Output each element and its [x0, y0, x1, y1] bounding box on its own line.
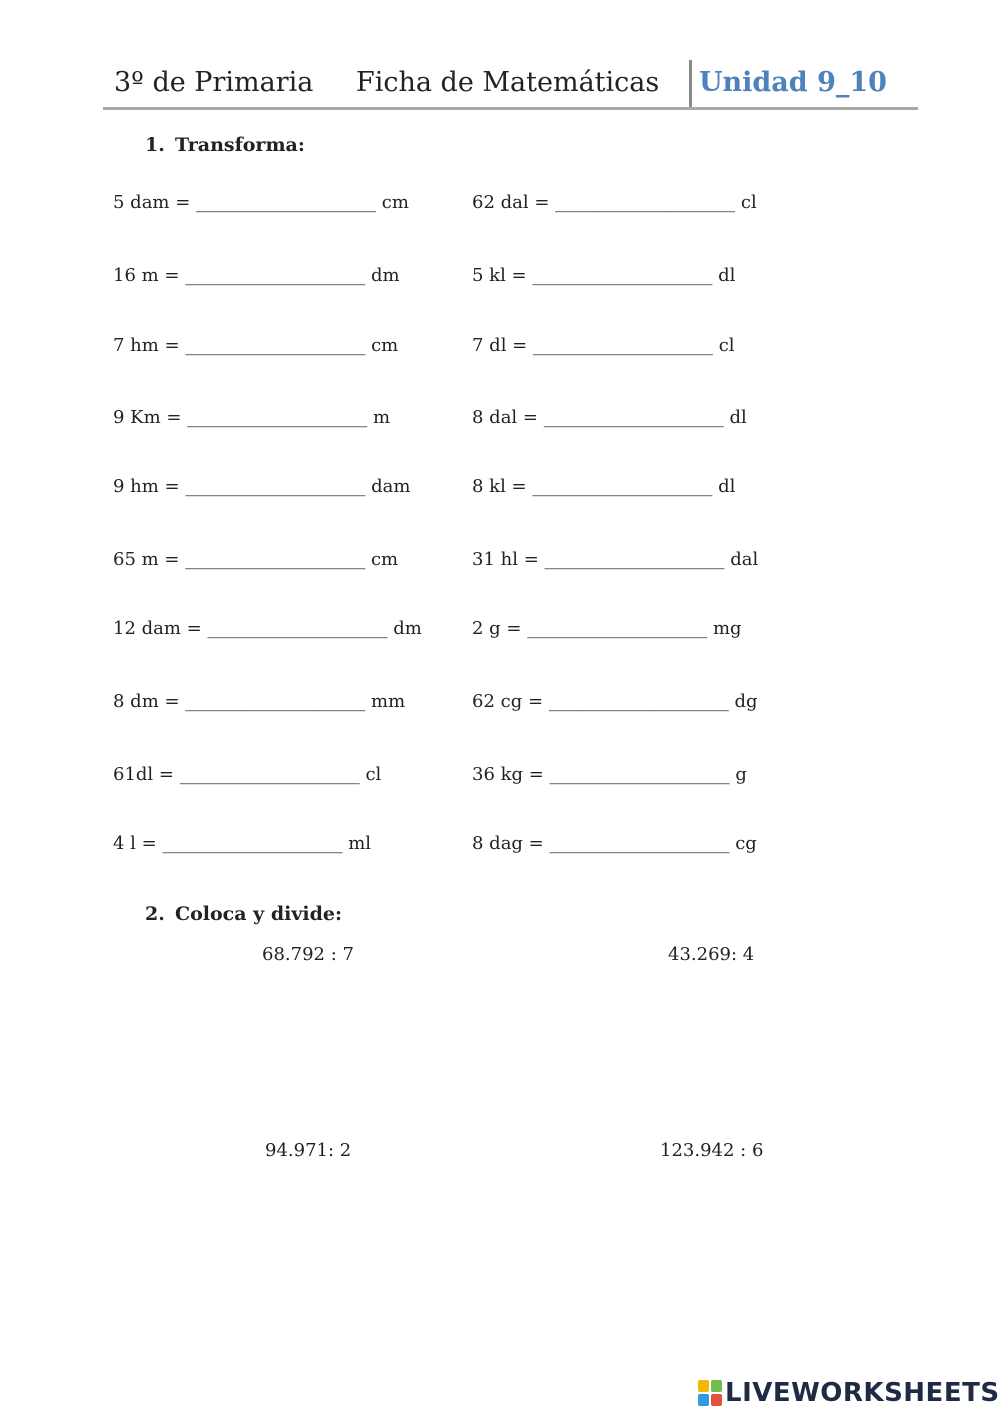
conversion-left-9 — [113, 764, 381, 786]
conversion-right-8 — [472, 691, 758, 713]
grade-label: 3º de Primaria — [114, 67, 314, 98]
section-1-title — [145, 134, 305, 156]
target-unit: cl — [735, 192, 757, 213]
conversion-left-4 — [113, 407, 390, 429]
conversion-quantity: 4 l = — [113, 833, 163, 854]
conversion-left-7 — [113, 618, 422, 640]
target-unit: g — [729, 764, 747, 785]
conversion-quantity: 8 dag = — [472, 833, 550, 854]
conversion-left-3 — [113, 335, 398, 357]
answer-blank[interactable]: ____________________ — [532, 265, 713, 286]
answer-blank[interactable]: ____________________ — [527, 618, 708, 639]
target-unit: dg — [728, 691, 758, 712]
answer-blank[interactable]: ____________________ — [543, 407, 724, 428]
conversion-left-8 — [113, 691, 405, 713]
answer-blank[interactable]: ____________________ — [549, 833, 730, 854]
answer-blank[interactable]: ____________________ — [185, 549, 366, 570]
target-unit: dal — [724, 549, 759, 570]
target-unit: cl — [712, 335, 735, 356]
section-1-label: Transforma: — [175, 134, 305, 156]
subject-title: Ficha de Matemáticas — [356, 67, 660, 98]
answer-blank[interactable]: ____________________ — [179, 764, 360, 785]
header-rule — [103, 107, 918, 110]
conversion-quantity: 5 kl = — [472, 265, 533, 286]
conversion-quantity: 2 g = — [472, 618, 528, 639]
conversion-quantity: 9 Km = — [113, 407, 188, 428]
answer-blank[interactable]: ____________________ — [196, 192, 377, 213]
section-1-number: 1. — [145, 134, 165, 156]
conversion-right-9 — [472, 764, 747, 786]
conversion-right-2 — [472, 265, 735, 287]
conversion-quantity: 31 hl = — [472, 549, 545, 570]
conversion-right-6 — [472, 549, 758, 571]
conversion-left-5 — [113, 476, 410, 498]
conversion-quantity: 65 m = — [113, 549, 186, 570]
division-1: 68.792 : 7 — [262, 944, 354, 965]
answer-blank[interactable]: ____________________ — [207, 618, 388, 639]
target-unit: dm — [387, 618, 422, 639]
answer-blank[interactable]: ____________________ — [548, 691, 729, 712]
conversion-quantity: 12 dam = — [113, 618, 208, 639]
conversion-right-3 — [472, 335, 735, 357]
conversion-quantity: 62 cg = — [472, 691, 549, 712]
target-unit: cm — [365, 335, 399, 356]
conversion-quantity: 62 dal = — [472, 192, 556, 213]
target-unit: cm — [376, 192, 409, 213]
conversion-left-6 — [113, 549, 398, 571]
conversion-quantity: 61dl = — [113, 764, 180, 785]
answer-blank[interactable]: ____________________ — [185, 691, 366, 712]
conversion-quantity: 7 dl = — [472, 335, 533, 356]
conversion-quantity: 16 m = — [113, 265, 186, 286]
answer-blank[interactable]: ____________________ — [549, 764, 730, 785]
answer-blank[interactable]: ____________________ — [544, 549, 725, 570]
conversion-quantity: 8 dal = — [472, 407, 544, 428]
target-unit: dl — [712, 476, 736, 497]
answer-blank[interactable]: ____________________ — [185, 265, 366, 286]
target-unit: mg — [707, 618, 742, 639]
conversion-quantity: 8 kl = — [472, 476, 533, 497]
target-unit: dm — [365, 265, 400, 286]
conversion-left-2 — [113, 265, 400, 287]
division-2: 43.269: 4 — [668, 944, 755, 965]
target-unit: cm — [365, 549, 399, 570]
division-3: 94.971: 2 — [265, 1140, 352, 1161]
conversion-quantity: 9 hm = — [113, 476, 186, 497]
target-unit: dl — [712, 265, 736, 286]
conversion-quantity: 5 dam = — [113, 192, 197, 213]
conversion-quantity: 36 kg = — [472, 764, 550, 785]
target-unit: dl — [723, 407, 747, 428]
target-unit: mm — [365, 691, 406, 712]
section-2-number: 2. — [145, 903, 165, 925]
section-2-label: Coloca y divide: — [175, 903, 342, 925]
conversion-right-7 — [472, 618, 742, 640]
conversion-quantity: 8 dm = — [113, 691, 186, 712]
answer-blank[interactable]: ____________________ — [162, 833, 343, 854]
answer-blank[interactable]: ____________________ — [532, 335, 713, 356]
target-unit: m — [367, 407, 391, 428]
answer-blank[interactable]: ____________________ — [555, 192, 736, 213]
target-unit: cg — [729, 833, 757, 854]
worksheet-header — [103, 55, 918, 110]
answer-blank[interactable]: ____________________ — [185, 335, 366, 356]
conversion-left-1 — [113, 192, 409, 214]
answer-blank[interactable]: ____________________ — [187, 407, 368, 428]
conversion-left-10 — [113, 833, 371, 855]
unit-label: Unidad 9_10 — [699, 67, 887, 98]
division-4: 123.942 : 6 — [660, 1140, 764, 1161]
section-2-title — [145, 903, 342, 925]
conversion-right-1 — [472, 192, 757, 214]
header-divider — [689, 60, 692, 110]
conversion-right-5 — [472, 476, 735, 498]
answer-blank[interactable]: ____________________ — [532, 476, 713, 497]
conversion-right-10 — [472, 833, 757, 855]
conversion-quantity: 7 hm = — [113, 335, 186, 356]
answer-blank[interactable]: ____________________ — [185, 476, 366, 497]
liveworksheets-logo — [698, 1378, 1000, 1408]
target-unit: dam — [365, 476, 411, 497]
logo-text: LIVEWORKSHEETS — [725, 1378, 1000, 1408]
target-unit: ml — [342, 833, 372, 854]
logo-mark-icon — [698, 1380, 722, 1406]
conversion-right-4 — [472, 407, 747, 429]
target-unit: cl — [359, 764, 382, 785]
